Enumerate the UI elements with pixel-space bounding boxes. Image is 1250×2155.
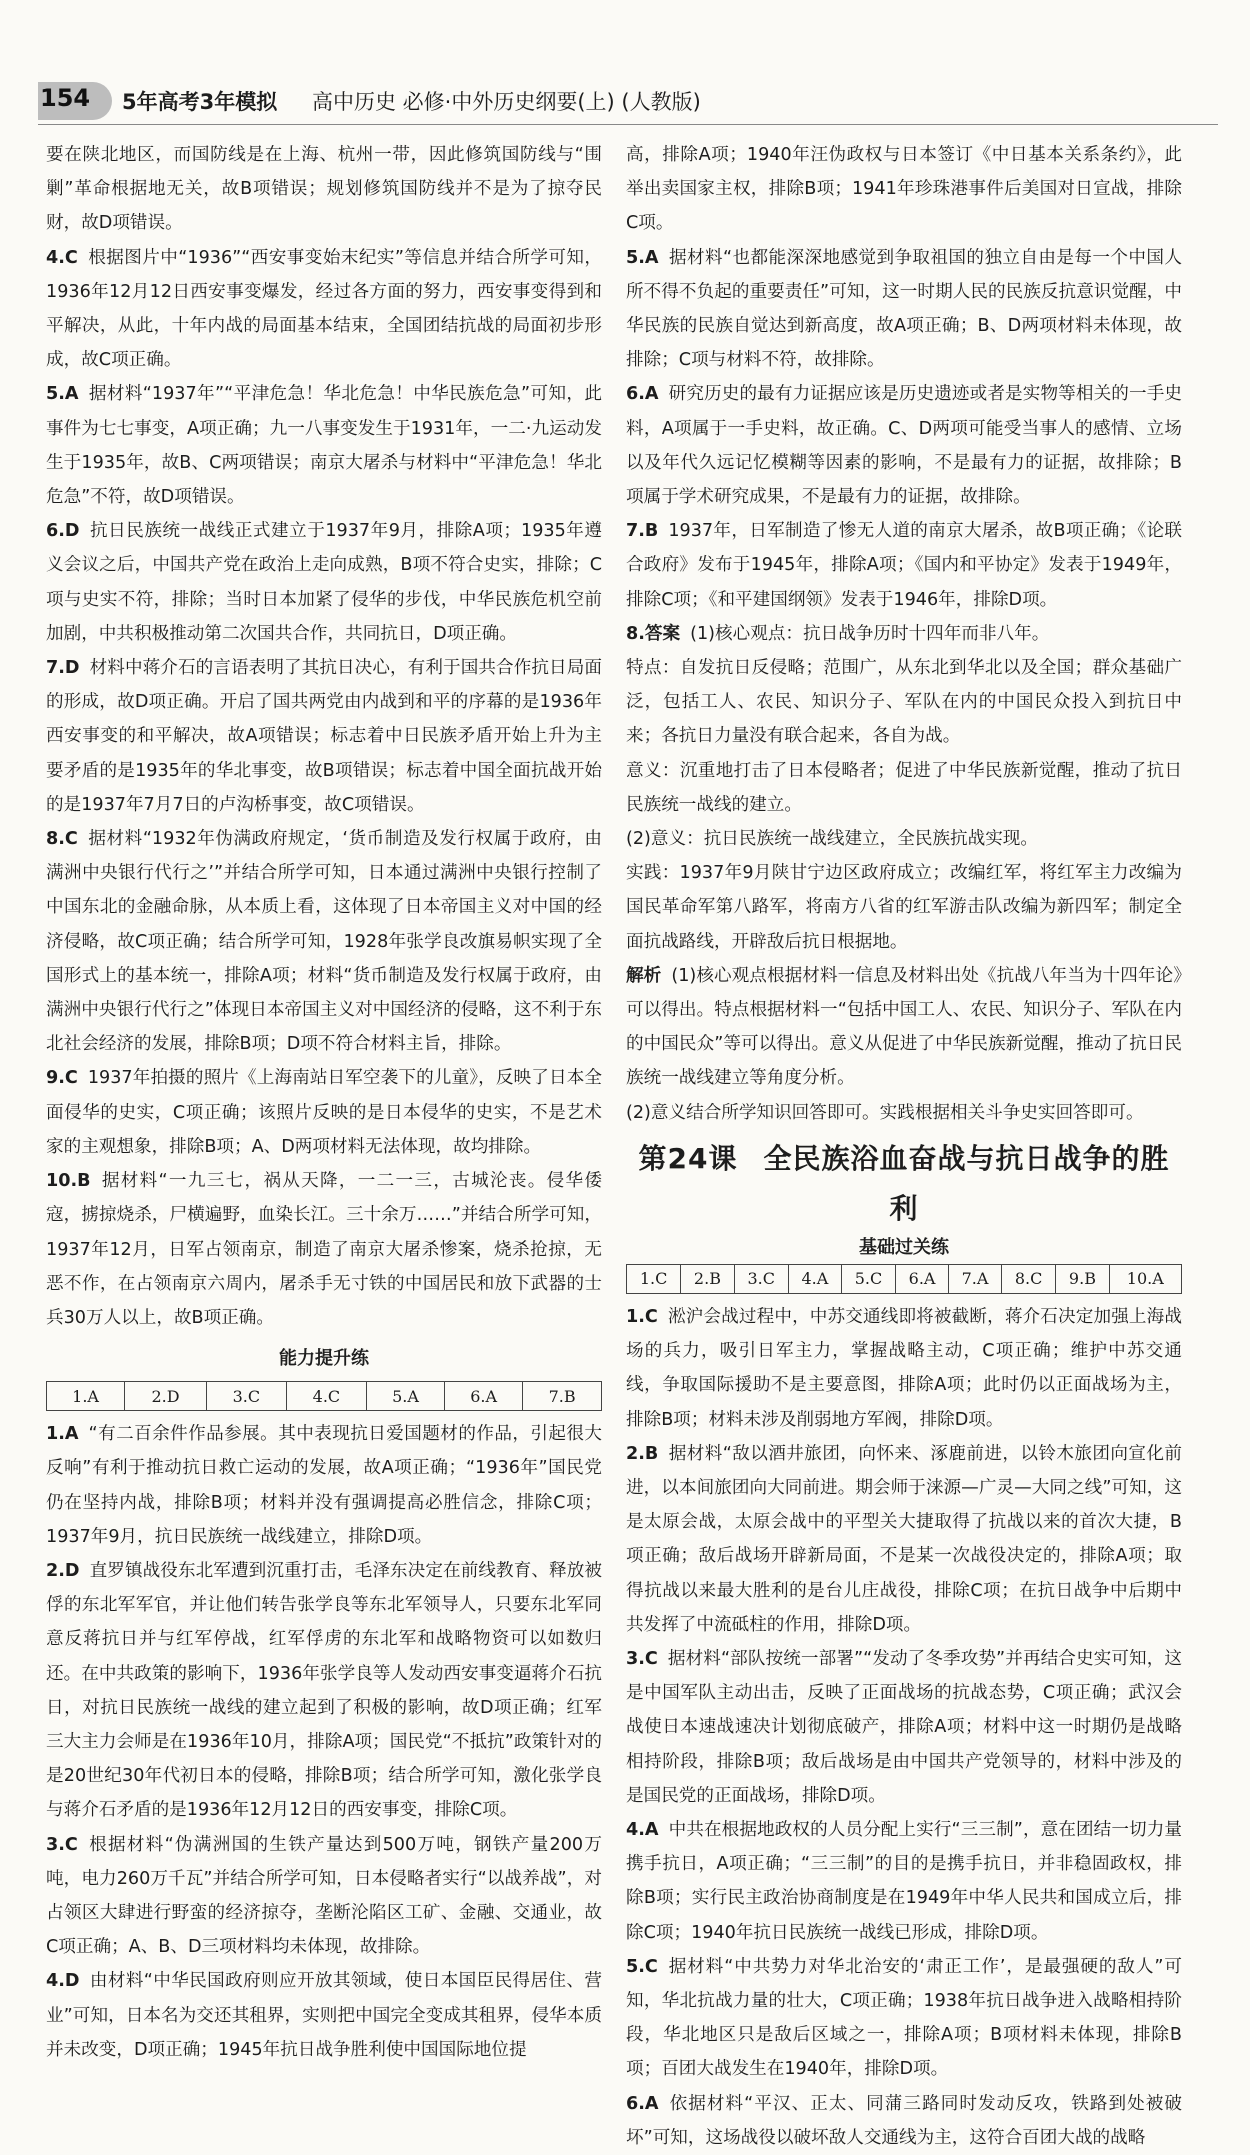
- paragraph: 特点：自发抗日反侵略；范围广，从东北到华北以及全国；群众基础广泛，包括工人、农民、知识分子、军队在内的中国民众投入到抗日中来；各抗日力量没有联合起来，各自为战。: [626, 658, 1182, 747]
- answer-cell: 3.C: [734, 1264, 788, 1293]
- answer-item: [46, 822, 602, 1061]
- answer-item: [46, 377, 602, 514]
- answer-cell: 6.A: [445, 1382, 523, 1411]
- paragraph: 要在陕北地区，而国防线是在上海、杭州一带，因此修筑国防线与“围剿”革命根据地无关，故B项错误；规划修筑国防线并不是为了掠夺民财，故D项错误。: [46, 145, 602, 234]
- paragraph: (2)意义结合所学知识回答即可。实践根据相关斗争史实回答即可。: [626, 1102, 1144, 1123]
- answer-label: 10.B: [46, 1171, 91, 1192]
- answer-text: 抗日民族统一战线正式建立于1937年9月，排除A项；1935年遵义会议之后，中国共产党在政治上走向成熟，B项不符合史实，排除；C项与史实不符，排除；当时日本加紧了侵华的步伐，中华民族危机空前加剧，中共积极推动第二次国共合作，共同抗日，D项正确。: [46, 521, 602, 644]
- answer-label: 4.D: [46, 1971, 80, 1992]
- answer-item: [46, 1964, 602, 2067]
- answer-label: 6.A: [626, 2093, 659, 2114]
- answer-item: [626, 514, 1182, 617]
- answer-text: 据材料“敌以酒井旅团，向怀来、涿鹿前进，以铃木旅团向宣化前进，以本间旅团向大同前进。期会师于涞源—广灵—大同之线”可知，这是太原会战，太原会战中的平型关大捷取得了抗战以来的首次大捷，B项正确；敌后战场开辟新局面，不是某一次战役决定的，排除A项；取得抗战以来最大胜利的是台儿庄战役，排除C项；在抗日战争中后期中共发挥了中流砥柱的作用，排除D项。: [626, 1443, 1182, 1635]
- answer-item: [626, 1437, 1182, 1642]
- answer-cell: 1.A: [47, 1382, 125, 1411]
- answer-text: 材料中蒋介石的言语表明了其抗日决心，有利于国共合作抗日局面的形成，故D项正确。开启了国共两党由内战到和平的序幕的是1936年西安事变的和平解决，故A项错误；标志着中日民族矛盾开始上升为主要矛盾的是1935年的华北事变，故B项错误；标志着中国全面抗战开始的是1937年7月7日的卢沟桥事变，故C项错误。: [46, 658, 602, 815]
- answer-item: [626, 1642, 1182, 1813]
- answer-text: 由材料“中华民国政府则应开放其领域，使日本国臣民得居住、营业”可知，日本名为交还其租界，实则把中国完全变成其租界，侵华本质并未改变，D项正确；1945年抗日战争胜利使中国国际地位提: [46, 1971, 602, 2060]
- answer-text: 据材料“也都能深深地感觉到争取祖国的独立自由是每一个中国人所不得不负起的重要责任”可知，这一时期人民的民族反抗意识觉醒，中华民族的民族自觉达到新高度，故A项正确；B、D两项材料未体现，故排除；C项与材料不符，故排除。: [626, 247, 1182, 371]
- answer-label: 8.C: [46, 829, 78, 850]
- answer-text: 根据图片中“1936”“西安事变始末纪实”等信息并结合所学可知，1936年12月12日西安事变爆发，经过各方面的努力，西安事变得到和平解决，从此，十年内战的局面基本结束，全国团结抗战的局面初步形成，故C项正确。: [46, 247, 602, 371]
- answer-text: 据材料“一九三七，祸从天降，一二一三，古城沦丧。侵华倭寇，掳掠烧杀，尸横遍野，血染长江。三十余万……”并结合所学可知，1937年12月，日军占领南京，制造了南京大屠杀惨案，烧杀抢掠，无恶不作，在占领南京六周内，屠杀手无寸铁的中国居民和放下武器的士兵30万人以上，故B项正确。: [46, 1171, 602, 1328]
- answer-cell: 5.A: [366, 1382, 444, 1411]
- answer-label: 1.A: [46, 1424, 79, 1445]
- page-number: 154: [40, 84, 91, 112]
- answer-text: 根据材料“伪满洲国的生铁产量达到500万吨，钢铁产量200万吨，电力260万千瓦”并结合所学可知，日本侵略者实行“以战养战”，对占领区大肆进行野蛮的经济掠夺，垄断沦陷区工矿、金融、交通业，故C项正确；A、B、D三项材料均未体现，故排除。: [46, 1834, 602, 1958]
- answer-text: 据材料“1937年”“平津危急！华北危急！中华民族危急”可知，此事件为七七事变，A项正确；九一八事变发生于1931年，一二·九运动发生于1935年，故B、C两项错误；南京大屠杀与材料中“平津危急！华北危急”不符，故D项错误。: [46, 384, 602, 508]
- answer-label: 3.C: [46, 1834, 78, 1855]
- answer-label: 1.C: [626, 1306, 658, 1327]
- answer-label: 7.D: [46, 658, 80, 679]
- right-column: [626, 138, 1182, 2155]
- answer-label: 3.C: [626, 1648, 658, 1669]
- answer-text: “有二百余件作品参展。其中表现抗日爱国题材的作品，引起很大反响”有利于推动抗日救亡运动的发展，故A项正确；“1936年”国民党仍在坚持内战，排除B项；材料并没有强调提高必胜信念，排除C项；1937年9月，抗日民族统一战线建立，排除D项。: [46, 1424, 602, 1547]
- answer-item: [626, 1950, 1182, 2087]
- book-brand: 5年高考3年模拟: [122, 90, 278, 114]
- answer-text: 中共在根据地政权的人员分配上实行“三三制”，意在团结一切力量携手抗日，A项正确；“三三制”的目的是携手抗日，并非稳固政权，排除B项；实行民主政治协商制度是在1949年中华人民共和国成立后，排除C项；1940年抗日民族统一战线已形成，排除D项。: [626, 1819, 1182, 1943]
- answer-label: 5.A: [46, 384, 79, 405]
- paragraph: 高，排除A项；1940年汪伪政权与日本签订《中日基本关系条约》，此举出卖国家主权，排除B项；1941年珍珠港事件后美国对日宣战，排除C项。: [626, 145, 1182, 234]
- answer-key-table: [46, 1381, 602, 1411]
- answer-item: [626, 2087, 1182, 2155]
- answer-label: 5.A: [626, 247, 659, 268]
- answer-text: (1)核心观点：抗日战争历时十四年而非八年。: [690, 623, 1050, 644]
- answer-label: 2.B: [626, 1443, 659, 1464]
- answer-cell: 2.D: [125, 1382, 207, 1411]
- answer-item: [46, 1554, 602, 1828]
- answer-text: 直罗镇战役东北军遭到沉重打击，毛泽东决定在前线教育、释放被俘的东北军军官，并让他们转告张学良等东北军领导人，只要东北军同意反蒋抗日并与红军停战，红军俘虏的东北军和战略物资可以如数归还。在中共政策的影响下，1936年张学良等人发动西安事变逼蒋介石抗日，对抗日民族统一战线的建立起到了积极的影响，故D项正确；红军三大主力会师是在1936年10月，排除A项；国民党“不抵抗”政策针对的是20世纪30年代初日本的侵略，排除B项；结合所学可知，激化张学良与蒋介石矛盾的是1936年12月12日的西安事变，排除C项。: [46, 1560, 602, 1821]
- answer-item: [46, 1417, 602, 1554]
- answer-cell: 4.A: [788, 1264, 841, 1293]
- answer-item: [46, 514, 602, 651]
- analysis-item: [626, 959, 1182, 1096]
- page-header: [0, 0, 1250, 128]
- answer-key-table: [626, 1264, 1182, 1294]
- left-column: [46, 138, 602, 2067]
- answer-text: 据材料“中共势力对华北治安的‘肃正工作’，是最强硬的敌人”可知，华北抗战力量的壮大，C项正确；1938年抗日战争进入战略相持阶段，华北地区只是敌后区域之一，排除A项；B项材料未体现，排除B项；百团大战发生在1940年，排除D项。: [626, 1956, 1182, 2080]
- answer-label: 9.C: [46, 1068, 78, 1089]
- answer-item: [46, 651, 602, 822]
- analysis-label: 解析: [626, 965, 662, 986]
- section-title: 基础过关练: [859, 1236, 949, 1258]
- answer-cell: 1.C: [627, 1264, 681, 1293]
- answer-item: [46, 1164, 602, 1335]
- answer-item: [46, 1061, 602, 1164]
- answer-item: [626, 377, 1182, 514]
- analysis-text: (1)核心观点根据材料一信息及材料出处《抗战八年当为十四年论》可以得出。特点根据材料一“包括中国工人、农民、知识分子、军队在内的中国民众”等可以得出。意义从促进了中华民族新觉醒，推动了抗日民族统一战线建立等角度分析。: [626, 965, 1182, 1089]
- answer-label: 6.A: [626, 384, 659, 405]
- answer-cell: 8.C: [1002, 1264, 1056, 1293]
- answer-cell: 2.B: [681, 1264, 734, 1293]
- answer-label: 5.C: [626, 1956, 658, 1977]
- answer-cell: 7.B: [523, 1382, 602, 1411]
- answer-label: 2.D: [46, 1560, 80, 1581]
- paragraph: (2)意义：抗日民族统一战线建立，全民族抗战实现。: [626, 829, 1038, 850]
- answer-cell: 3.C: [206, 1382, 286, 1411]
- answer-item: [626, 617, 1182, 651]
- answer-item: [46, 241, 602, 378]
- answer-text: 依据材料“平汉、正太、同蒲三路同时发动反攻，铁路到处被破坏”可知，这场战役以破坏敌人交通线为主，这符合百团大战的战略: [626, 2093, 1182, 2148]
- answer-cell: 5.C: [841, 1264, 895, 1293]
- answer-cell: 4.C: [286, 1382, 366, 1411]
- answer-cell: 9.B: [1056, 1264, 1109, 1293]
- answer-item: [626, 1813, 1182, 1950]
- lesson-title: 全民族浴血奋战与抗日战争的胜利: [763, 1141, 1170, 1225]
- answer-label: 4.A: [626, 1819, 659, 1840]
- answer-text: 1937年，日军制造了惨无人道的南京大屠杀，故B项正确；《论联合政府》发布于1945年，排除A项；《国内和平协定》发表于1949年，排除C项；《和平建国纲领》发表于1946年，排除D项。: [626, 521, 1182, 610]
- answer-item: [46, 1828, 602, 1965]
- answer-label: 4.C: [46, 247, 78, 268]
- section-title: 能力提升练: [279, 1348, 369, 1370]
- answer-text: 1937年拍摄的照片《上海南站日军空袭下的儿童》，反映了日本全面侵华的史实，C项正确；该照片反映的是日本侵华的史实，不是艺术家的主观想象，排除B项；A、D两项材料无法体现，故均排除。: [46, 1068, 602, 1157]
- answer-cell: 7.A: [949, 1264, 1002, 1293]
- lesson-number: 第24课: [638, 1141, 738, 1175]
- lesson-heading: [626, 1134, 1182, 1234]
- answer-label: 6.D: [46, 521, 80, 542]
- book-subject: 高中历史 必修·中外历史纲要(上) (人教版): [312, 90, 701, 114]
- answer-item: [626, 1300, 1182, 1437]
- paragraph: 意义：沉重地打击了日本侵略者；促进了中华民族新觉醒，推动了抗日民族统一战线的建立。: [626, 760, 1182, 815]
- answer-text: 研究历史的最有力证据应该是历史遗迹或者是实物等相关的一手史料，A项属于一手史料，故正确。C、D两项可能受当事人的感情、立场以及年代久远记忆模糊等因素的影响，不是最有力的证据，故排除；B项属于学术研究成果，不是最有力的证据，故排除。: [626, 384, 1182, 508]
- answer-label: 7.B: [626, 521, 659, 542]
- paragraph: 实践：1937年9月陕甘宁边区政府成立；改编红军，将红军主力改编为国民革命军第八路军，将南方八省的红军游击队改编为新四军；制定全面抗战路线，开辟敌后抗日根据地。: [626, 863, 1182, 952]
- header-divider: [38, 124, 1218, 125]
- answer-cell: 10.A: [1109, 1264, 1181, 1293]
- answer-label: 8.答案: [626, 623, 681, 644]
- answer-text: 淞沪会战过程中，中苏交通线即将被截断，蒋介石决定加强上海战场的兵力，吸引日军主力，掌握战略主动，C项正确；维护中苏交通线，争取国际援助不是主要意图，排除A项；此时仍以正面战场为主，排除B项；材料未涉及削弱地方军阀，排除D项。: [626, 1306, 1182, 1430]
- answer-item: [626, 241, 1182, 378]
- answer-cell: 6.A: [896, 1264, 949, 1293]
- answer-text: 据材料“1932年伪满政府规定，‘货币制造及发行权属于政府，由满洲中央银行代行之’”并结合所学可知，日本通过满洲中央银行控制了中国东北的金融命脉，从本质上看，这体现了日本帝国主义对中国的经济侵略，故C项正确；结合所学可知，1928年张学良改旗易帜实现了全国形式上的基本统一，排除A项；材料“货币制造及发行权属于政府，由满洲中央银行代行之”体现日本帝国主义对中国经济的侵略，这不利于东北社会经济的发展，排除B项；D项不符合材料主旨，排除。: [46, 829, 602, 1055]
- answer-text: 据材料“部队按统一部署”“发动了冬季攻势”并再结合史实可知，这是中国军队主动出击，反映了正面战场的抗战态势，C项正确；武汉会战使日本速战速决计划彻底破产，排除A项；材料中这一时期仍是战略相持阶段，排除B项；敌后战场是由中国共产党领导的，材料中涉及的是国民党的正面战场，排除D项。: [626, 1648, 1182, 1806]
